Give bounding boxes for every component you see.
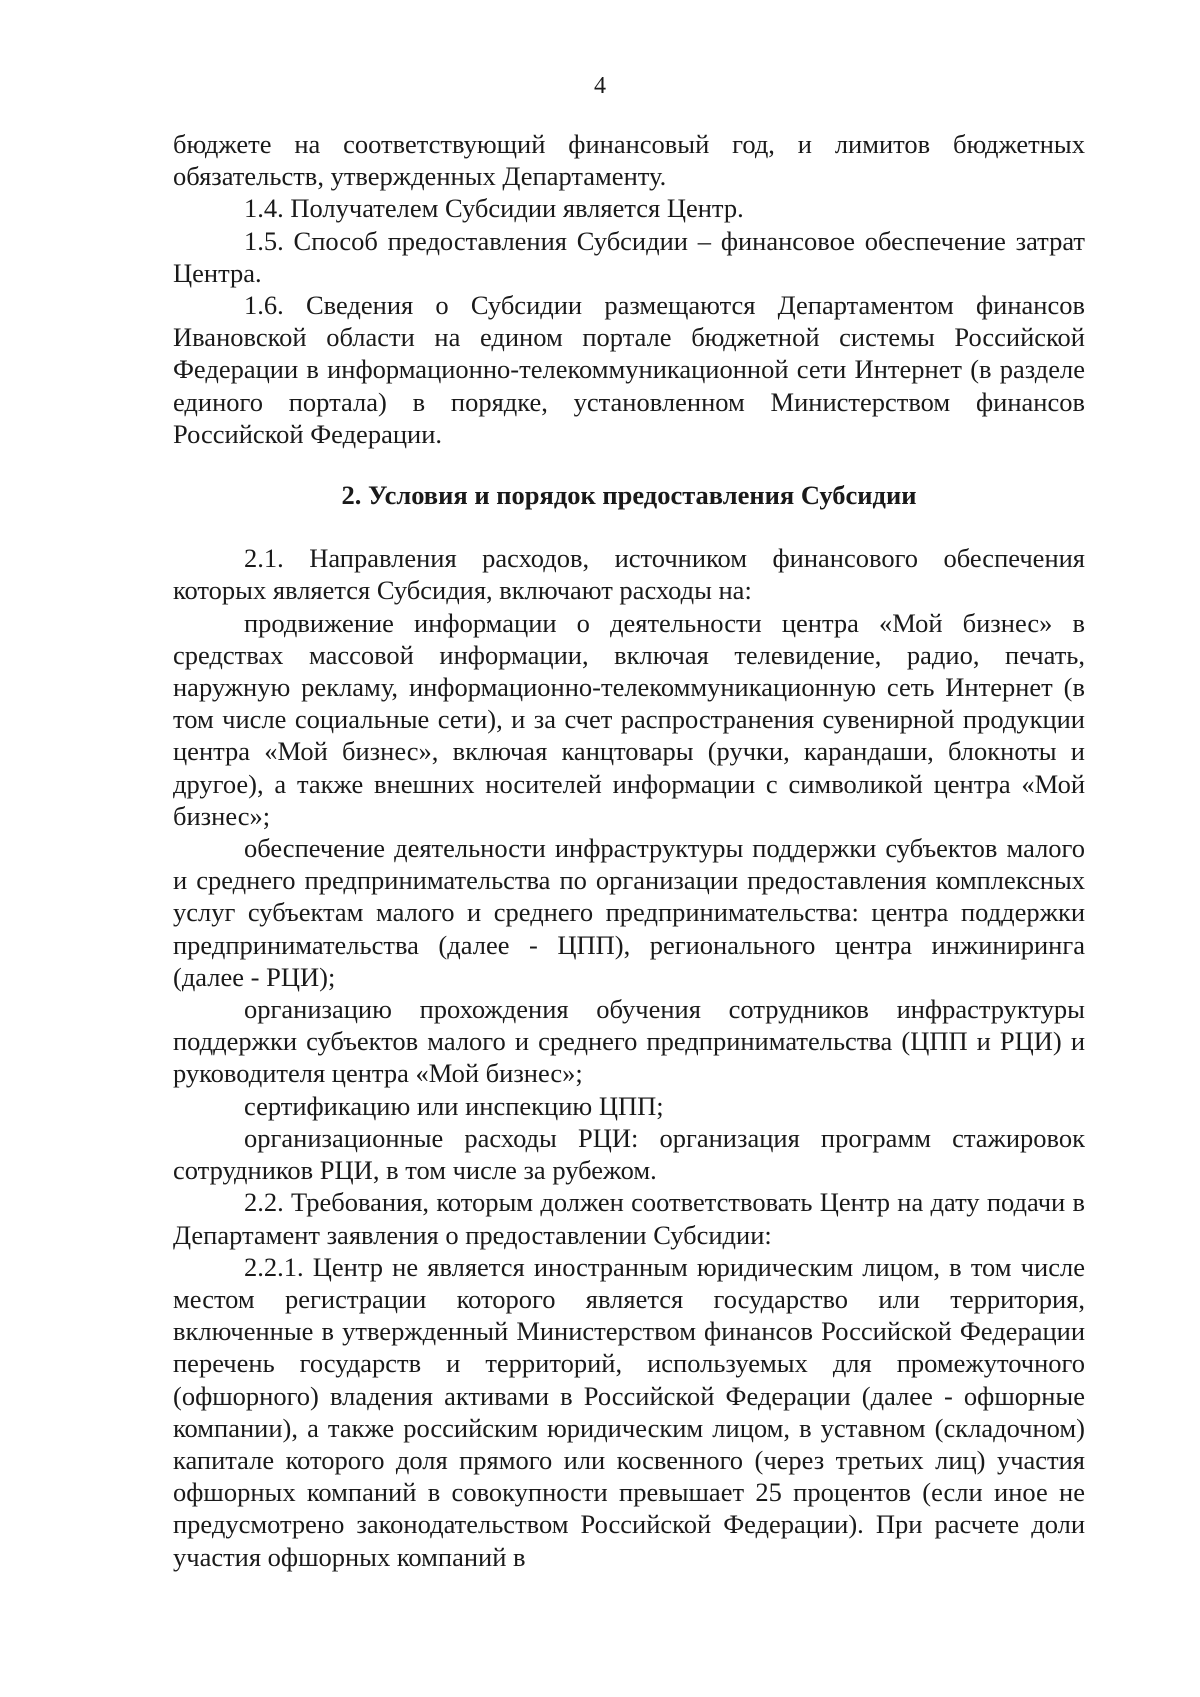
paragraph: обеспечение деятельности инфраструктуры поддержки субъектов малого и среднего предпринимательства по организации предоставления комплексных услуг субъектам малого и среднего предпринимательства: центра поддержки предпринимательства (далее - ЦПП), регионального центра инжиниринга (далее - РЦИ); [173, 833, 1085, 992]
paragraph: 1.4. Получателем Субсидии является Центр. [244, 193, 744, 224]
paragraph: продвижение информации о деятельности центра «Мой бизнес» в средствах массовой информации, включая телевидение, радио, печать, наружную рекламу, информационно-телекоммуникационную сеть Интернет (в том числе социальные сети), и за счет распространения сувенирной продукции центра «Мой бизнес», включая канцтовары (ручки, карандаши, блокноты и другое), а также внешних носителей информации с символикой центра «Мой бизнес»; [173, 607, 1085, 831]
paragraph: 2.2. Требования, которым должен соответствовать Центр на дату подачи в Департамент заявления о предоставлении Субсидии: [173, 1187, 1085, 1250]
paragraph: организационные расходы РЦИ: организация программ стажировок сотрудников РЦИ, в том числе за рубежом. [173, 1122, 1085, 1186]
paragraph: 1.5. Способ предоставления Субсидии – финансовое обеспечение затрат Центра. [173, 225, 1085, 288]
paragraph: бюджете на соответствующий финансовый год, и лимитов бюджетных обязательств, утвержденных Департаменту. [173, 129, 1085, 192]
section-2-heading: 2. Условия и порядок предоставления Субсидии [341, 480, 917, 511]
paragraph: 1.6. Сведения о Субсидии размещаются Департаментом финансов Ивановской области на едином портале бюджетной системы Российской Федерации в информационно-телекоммуникационной сети Интернет (в разделе единого портала) в порядке, установленном Министерством финансов Российской Федерации. [173, 290, 1085, 449]
paragraph: 2.1. Направления расходов, источником финансового обеспечения которых является Субсидия, включают расходы на: [173, 543, 1085, 606]
paragraph: организацию прохождения обучения сотрудников инфраструктуры поддержки субъектов малого и среднего предпринимательства (ЦПП и РЦИ) и руководителя центра «Мой бизнес»; [173, 994, 1085, 1089]
page-number: 4 [594, 73, 606, 99]
section-2-body [173, 542, 1085, 1573]
paragraph: 2.2.1. Центр не является иностранным юридическим лицом, в том числе местом регистрации которого является государство или территория, включенные в утвержденный Министерством финансов Российской Федерации перечень государств и территорий, используемых для промежуточного (офшорного) владения активами в Российской Федерации (далее - офшорные компании), а также российским юридическим лицом, в уставном (складочном) капитале которого доля прямого или косвенного (через третьих лиц) участия офшорных компаний в совокупности превышает 25 процентов (если иное не предусмотрено законодательством Российской Федерации). При расчете доли участия офшорных компаний в [173, 1251, 1085, 1572]
document-body [173, 128, 1085, 1573]
section-1-continuation [173, 128, 1085, 450]
paragraph: сертификацию или инспекцию ЦПП; [244, 1090, 664, 1121]
